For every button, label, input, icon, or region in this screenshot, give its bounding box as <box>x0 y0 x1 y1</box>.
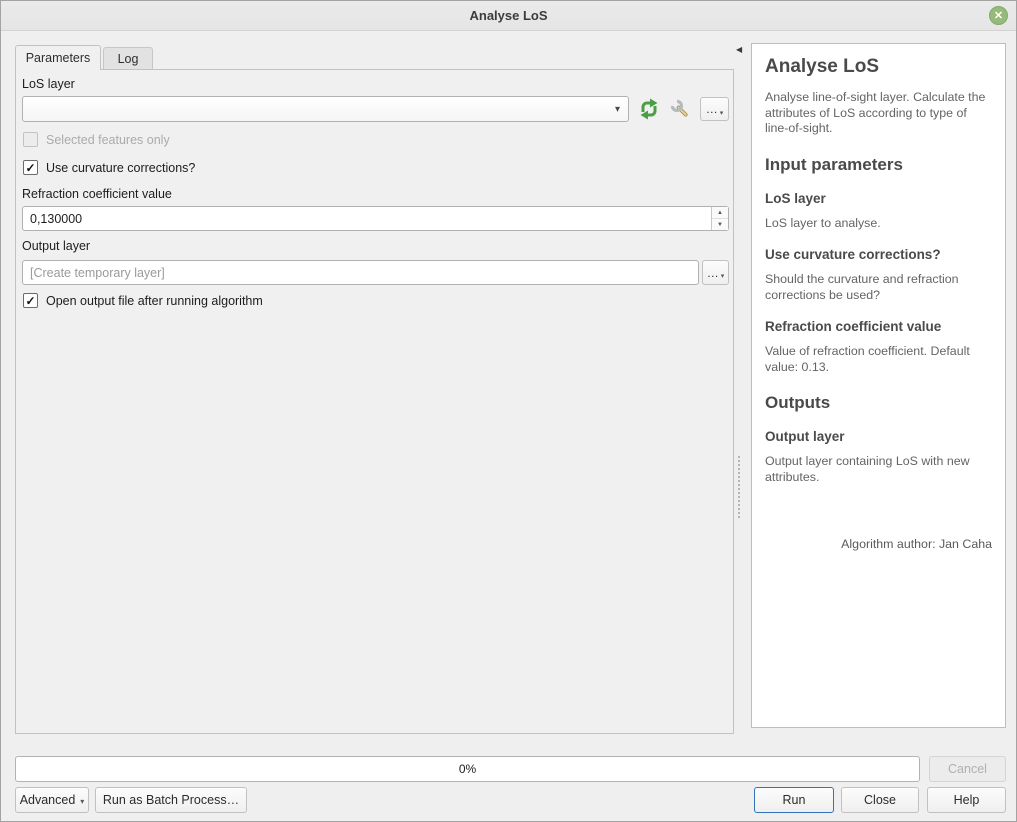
los-layer-label: LoS layer <box>22 77 75 91</box>
output-layer-field[interactable] <box>22 260 699 285</box>
los-layer-browse-button[interactable] <box>700 97 729 121</box>
refraction-coefficient-spinbox[interactable] <box>22 206 729 231</box>
ellipsis-icon: … <box>705 102 718 116</box>
output-layer-label: Output layer <box>22 239 91 253</box>
advanced-options-button[interactable] <box>667 96 693 122</box>
parameters-panel <box>15 69 734 734</box>
selected-features-label: Selected features only <box>46 132 170 147</box>
open-output-checkbox[interactable] <box>23 293 263 308</box>
close-icon: ✕ <box>993 10 1004 22</box>
spin-buttons[interactable] <box>711 207 728 230</box>
output-layer-browse-button[interactable] <box>702 260 729 285</box>
wrench-icon <box>668 97 692 121</box>
refraction-coefficient-label: Refraction coefficient value <box>22 187 172 201</box>
close-button-label: Close <box>864 793 896 807</box>
run-as-batch-button[interactable] <box>95 787 247 813</box>
help-param-text: LoS layer to analyse. <box>765 215 881 230</box>
cancel-button <box>929 756 1006 782</box>
tab-log-label: Log <box>117 52 139 66</box>
run-as-batch-label: Run as Batch Process… <box>102 793 240 807</box>
advanced-button[interactable] <box>15 787 89 813</box>
chevron-down-icon: ▾ <box>614 103 620 115</box>
curvature-corrections-label: Use curvature corrections? <box>46 160 196 175</box>
run-button[interactable] <box>754 787 834 813</box>
advanced-button-label: Advanced <box>19 793 76 807</box>
splitter-handle[interactable] <box>738 456 740 518</box>
output-layer-input[interactable] <box>23 261 698 284</box>
help-section-heading: Input parameters <box>765 154 903 174</box>
selected-features-checkbox <box>23 132 170 147</box>
progress-bar <box>15 756 920 782</box>
spin-down-icon[interactable]: ▼ <box>712 219 728 230</box>
ellipsis-icon: … <box>706 265 719 280</box>
browse-caret-icon: ▾ <box>719 109 724 117</box>
help-param-text: Output layer containing LoS with new attributes. <box>765 454 970 484</box>
tab-log[interactable] <box>103 47 153 70</box>
chevron-down-icon: ▾ <box>80 796 85 806</box>
checkbox-checked-icon: ✓ <box>23 160 38 175</box>
checkbox-checked-icon: ✓ <box>23 293 38 308</box>
help-param-heading: Use curvature corrections? <box>765 247 941 262</box>
spin-up-icon[interactable]: ▲ <box>712 207 728 219</box>
tab-parameters[interactable] <box>15 45 101 70</box>
cancel-button-label: Cancel <box>948 762 987 776</box>
help-section-heading: Outputs <box>765 393 831 412</box>
algorithm-author: Algorithm author: Jan Caha <box>841 537 992 551</box>
close-button[interactable] <box>841 787 919 813</box>
progress-text: 0% <box>458 762 477 776</box>
help-panel <box>751 43 1006 728</box>
window-title: Analyse LoS <box>469 8 548 23</box>
curvature-corrections-checkbox[interactable] <box>23 160 195 175</box>
help-button[interactable] <box>927 787 1006 813</box>
help-param-text: Should the curvature and refraction corrections be used? <box>765 272 959 302</box>
browse-caret-icon: ▾ <box>720 273 725 280</box>
help-title: Analyse LoS <box>765 56 880 77</box>
iterate-icon <box>637 97 661 121</box>
close-window-button[interactable] <box>989 6 1008 25</box>
help-button-label: Help <box>953 793 980 807</box>
iterate-over-layer-button[interactable] <box>636 96 662 122</box>
tab-parameters-label: Parameters <box>25 51 91 65</box>
help-param-heading: Refraction coefficient value <box>765 319 942 334</box>
help-param-text: Value of refraction coefficient. Default value: 0.13. <box>765 344 970 374</box>
titlebar[interactable] <box>1 1 1016 31</box>
los-layer-combobox[interactable] <box>22 96 629 122</box>
open-output-label: Open output file after running algorithm <box>46 293 263 308</box>
collapse-help-icon[interactable]: ◀ <box>736 45 743 54</box>
help-description: Analyse line-of-sight layer. Calculate the attributes of LoS according to type of line-of-sight. <box>765 90 986 135</box>
help-param-heading: LoS layer <box>765 190 826 206</box>
checkbox-unchecked-icon <box>23 132 38 147</box>
run-button-label: Run <box>782 793 806 807</box>
refraction-coefficient-input[interactable] <box>23 207 711 230</box>
help-param-heading: Output layer <box>765 429 845 444</box>
